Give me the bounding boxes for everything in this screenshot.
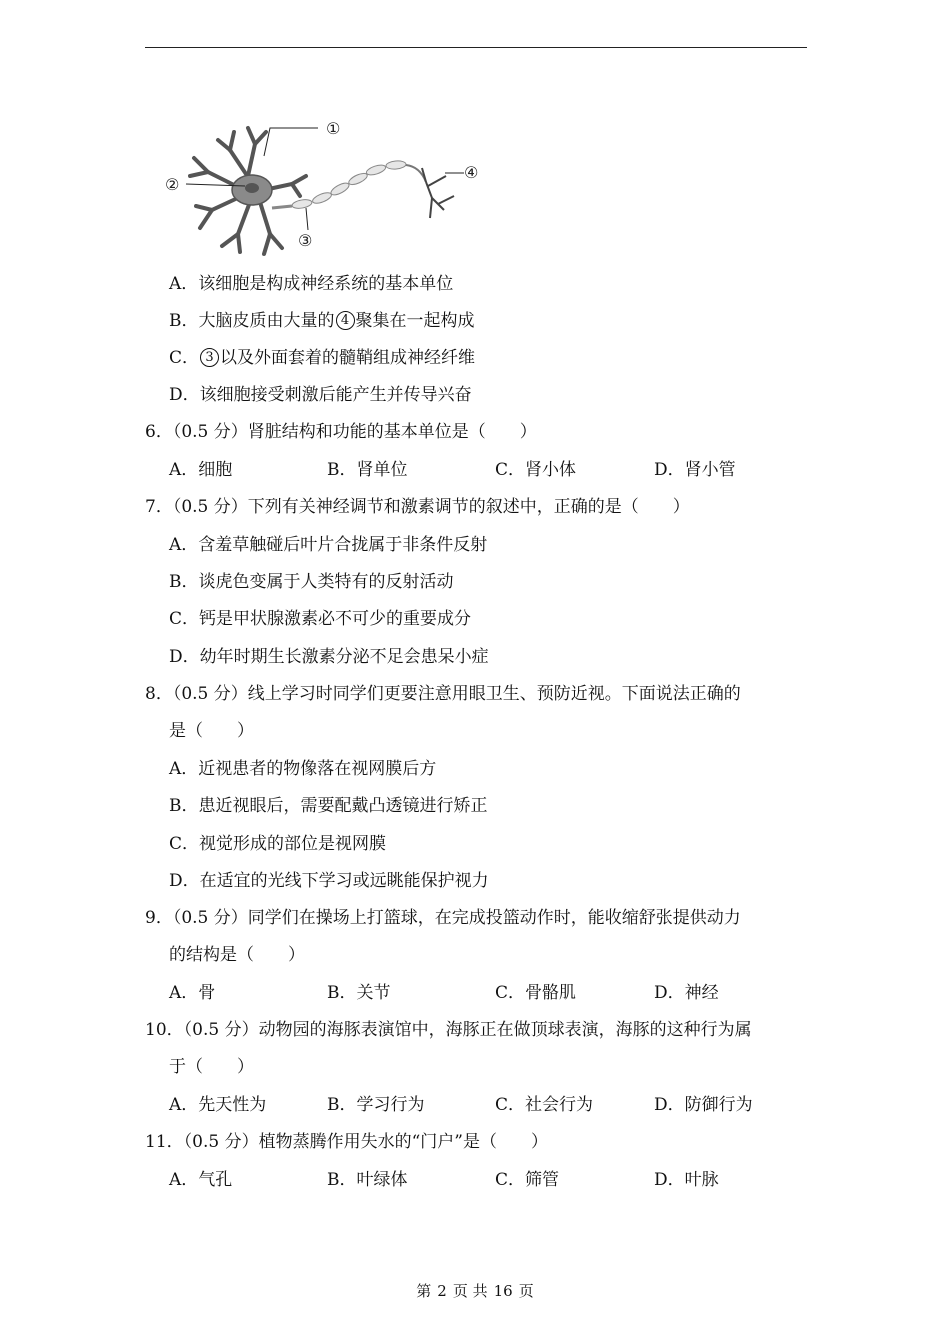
q7-option-c: C．钙是甲状腺激素必不可少的重要成分 — [169, 609, 472, 629]
myelin-sheath — [291, 160, 406, 210]
q6-stem: 6．（0.5 分）肾脏结构和功能的基本单位是（ ） — [145, 422, 537, 442]
q11-option-d: D．叶脉 — [654, 1170, 719, 1190]
q7-option-d: D．幼年时期生长激素分泌不足会患呆小症 — [169, 647, 489, 667]
page-number: 2 — [437, 1282, 447, 1300]
q10-stem-cont: 于（ ） — [169, 1057, 254, 1077]
header-rule — [145, 47, 807, 48]
q11-options — [169, 1169, 809, 1191]
q6-options — [169, 459, 809, 481]
neuron-diagram — [160, 110, 490, 260]
total-pages: 16 — [493, 1282, 513, 1300]
page-footer: 第 2 页 共 16 页 — [416, 1282, 534, 1300]
q11-option-a: A．气孔 — [169, 1170, 233, 1190]
q9-option-d: D．神经 — [654, 983, 719, 1003]
q9-options — [169, 982, 809, 1004]
q8-option-a: A．近视患者的物像落在视网膜后方 — [169, 759, 437, 779]
q5-option-c: C． 3 以及外面套着的髓鞘组成神经纤维 — [169, 348, 476, 368]
axon-terminal — [422, 168, 454, 218]
q6-option-c: C．肾小体 — [495, 460, 577, 480]
q9-stem: 9．（0.5 分）同学们在操场上打篮球，在完成投篮动作时，能收缩舒张提供动力 — [145, 908, 741, 928]
q11-option-b: B．叶绿体 — [327, 1170, 408, 1190]
q10-option-c: C．社会行为 — [495, 1095, 594, 1115]
q8-stem: 8．（0.5 分）线上学习时同学们更要注意用眼卫生、预防近视。下面说法正确的 — [145, 684, 741, 704]
neuron-figure — [160, 110, 490, 260]
q9-option-c: C．骨骼肌 — [495, 983, 577, 1003]
q11-stem: 11．（0.5 分）植物蒸腾作用失水的“门户”是（ ） — [145, 1132, 548, 1152]
q5-option-b: B．大脑皮质由大量的 4 聚集在一起构成 — [169, 311, 475, 331]
q10-option-a: A．先天性为 — [169, 1095, 267, 1115]
q5-option-d: D．该细胞接受刺激后能产生并传导兴奋 — [169, 385, 472, 405]
q6-option-a: A．细胞 — [169, 460, 233, 480]
q6-option-d: D．肾小管 — [654, 460, 736, 480]
q6-option-b: B．肾单位 — [327, 460, 408, 480]
label-3: ③ — [298, 231, 313, 250]
q9-option-b: B．关节 — [327, 983, 391, 1003]
nucleus — [245, 183, 259, 193]
q8-stem-cont: 是（ ） — [169, 721, 254, 741]
q10-stem: 10．（0.5 分）动物园的海豚表演馆中，海豚正在做顶球表演，海豚的这种行为属 — [145, 1020, 752, 1040]
label-2: ② — [165, 175, 180, 194]
circled-3: 3 — [200, 348, 219, 367]
q9-stem-cont: 的结构是（ ） — [169, 945, 305, 965]
q11-option-c: C．筛管 — [495, 1170, 560, 1190]
q7-stem: 7．（0.5 分）下列有关神经调节和激素调节的叙述中，正确的是（ ） — [145, 497, 690, 517]
q8-option-b: B．患近视眼后，需要配戴凸透镜进行矫正 — [169, 796, 488, 816]
label-1: ① — [326, 119, 341, 138]
q5-option-a: A．该细胞是构成神经系统的基本单位 — [169, 274, 454, 294]
circled-4: 4 — [336, 311, 355, 330]
q10-options — [169, 1094, 809, 1116]
q8-option-c: C．视觉形成的部位是视网膜 — [169, 834, 387, 854]
q7-option-b: B．谈虎色变属于人类特有的反射活动 — [169, 572, 454, 592]
q10-option-b: B．学习行为 — [327, 1095, 425, 1115]
q9-option-a: A．骨 — [169, 983, 216, 1003]
q8-option-d: D．在适宜的光线下学习或远眺能保护视力 — [169, 871, 489, 891]
label-4: ④ — [464, 163, 479, 182]
q7-option-a: A．含羞草触碰后叶片合拢属于非条件反射 — [169, 535, 488, 555]
q10-option-d: D．防御行为 — [654, 1095, 753, 1115]
